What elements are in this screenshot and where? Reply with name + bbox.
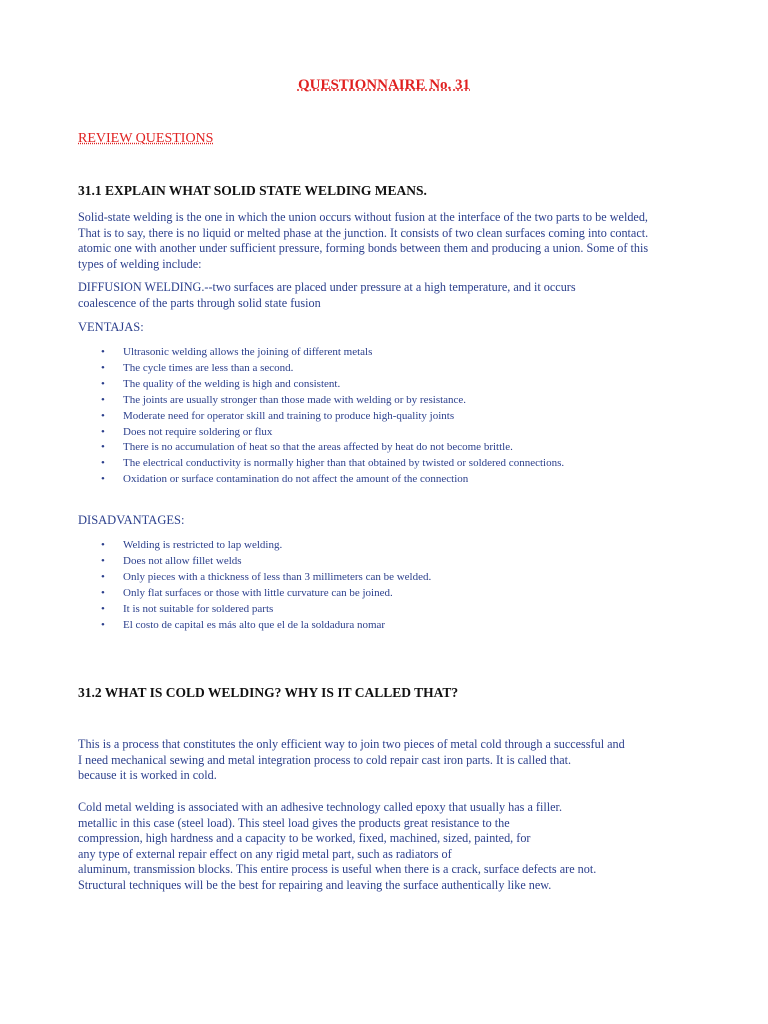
disadvantages-label: DISADVANTAGES: [78, 513, 185, 527]
paragraph-line: types of welding include: [78, 256, 202, 271]
paragraph-line: DIFFUSION WELDING.--two surfaces are placed under pressure at a high temperature, and it occurs [78, 280, 576, 294]
cold-welding-paragraph-2 [78, 800, 678, 893]
list-item: • The electrical conductivity is normally higher than that obtained by twisted or soldered connections. [0, 456, 600, 472]
list-item: • Does not allow fillet welds [0, 554, 600, 570]
paragraph-line: Solid-state welding is the one in which the union occurs without fusion at the interface of the two parts to be welded, [78, 210, 648, 224]
list-item: • Does not require soldering or flux [0, 425, 600, 441]
list-item: • Only pieces with a thickness of less than 3 millimeters can be welded. [0, 570, 600, 586]
advantages-label: VENTAJAS: [78, 320, 144, 334]
list-item: • El costo de capital es más alto que el de la soldadura nomar [0, 618, 600, 634]
cold-welding-paragraph-1 [78, 737, 678, 784]
list-item: • It is not suitable for soldered parts [0, 602, 600, 618]
paragraph-line: atomic one with another under sufficient pressure, forming bonds between them and producing a union. Some of this [78, 241, 649, 255]
paragraph-line: That is to say, there is no liquid or melted phase at the junction. It consists of two clean surfaces coming into contact. [78, 225, 649, 240]
paragraph-line: because it is worked in cold. [78, 768, 217, 782]
paragraph-line: aluminum, transmission blocks. This entire process is useful when there is a crack, surface defects are not. [78, 862, 597, 876]
paragraph-line: Cold metal welding is associated with an adhesive technology called epoxy that usually has a filler. [78, 800, 562, 814]
paragraph-line: metallic in this case (steel load). This steel load gives the products great resistance to the [78, 815, 510, 830]
paragraph-line: Structural techniques will be the best for repairing and leaving the surface authentically like new. [78, 877, 552, 892]
list-item: • Welding is restricted to lap welding. [0, 538, 600, 554]
list-item: • Moderate need for operator skill and training to produce high-quality joints [0, 409, 600, 425]
paragraph-line: compression, high hardness and a capacity to be worked, fixed, machined, sized, painted, for [78, 831, 531, 845]
advantages-list [0, 345, 600, 488]
list-item: • The cycle times are less than a second. [0, 361, 600, 377]
question-31-2-heading: 31.2 WHAT IS COLD WELDING? WHY IS IT CALLED THAT? [78, 685, 459, 700]
paragraph-line: any type of external repair effect on any rigid metal part, such as radiators of [78, 846, 452, 861]
paragraph-line: coalescence of the parts through solid state fusion [78, 295, 321, 310]
question-31-1-heading: 31.1 EXPLAIN WHAT SOLID STATE WELDING MEANS. [78, 183, 427, 198]
disadvantages-list [0, 538, 600, 633]
review-questions-heading: REVIEW QUESTIONS [78, 131, 214, 146]
paragraph-line: I need mechanical sewing and metal integration process to cold repair cast iron parts. It is called that. [78, 752, 572, 767]
solid-state-intro-paragraph [78, 210, 678, 272]
list-item: • Ultrasonic welding allows the joining of different metals [0, 345, 600, 361]
list-item: • Oxidation or surface contamination do not affect the amount of the connection [0, 472, 600, 488]
list-item: • The quality of the welding is high and consistent. [0, 377, 600, 393]
list-item: • Only flat surfaces or those with little curvature can be joined. [0, 586, 600, 602]
diffusion-welding-paragraph [78, 280, 678, 311]
list-item: • The joints are usually stronger than those made with welding or by resistance. [0, 393, 600, 409]
paragraph-line: This is a process that constitutes the only efficient way to join two pieces of metal cold through a successful and [78, 737, 625, 751]
document-title: QUESTIONNAIRE No. 31 [297, 77, 471, 93]
list-item: • There is no accumulation of heat so that the areas affected by heat do not become brittle. [0, 440, 600, 456]
